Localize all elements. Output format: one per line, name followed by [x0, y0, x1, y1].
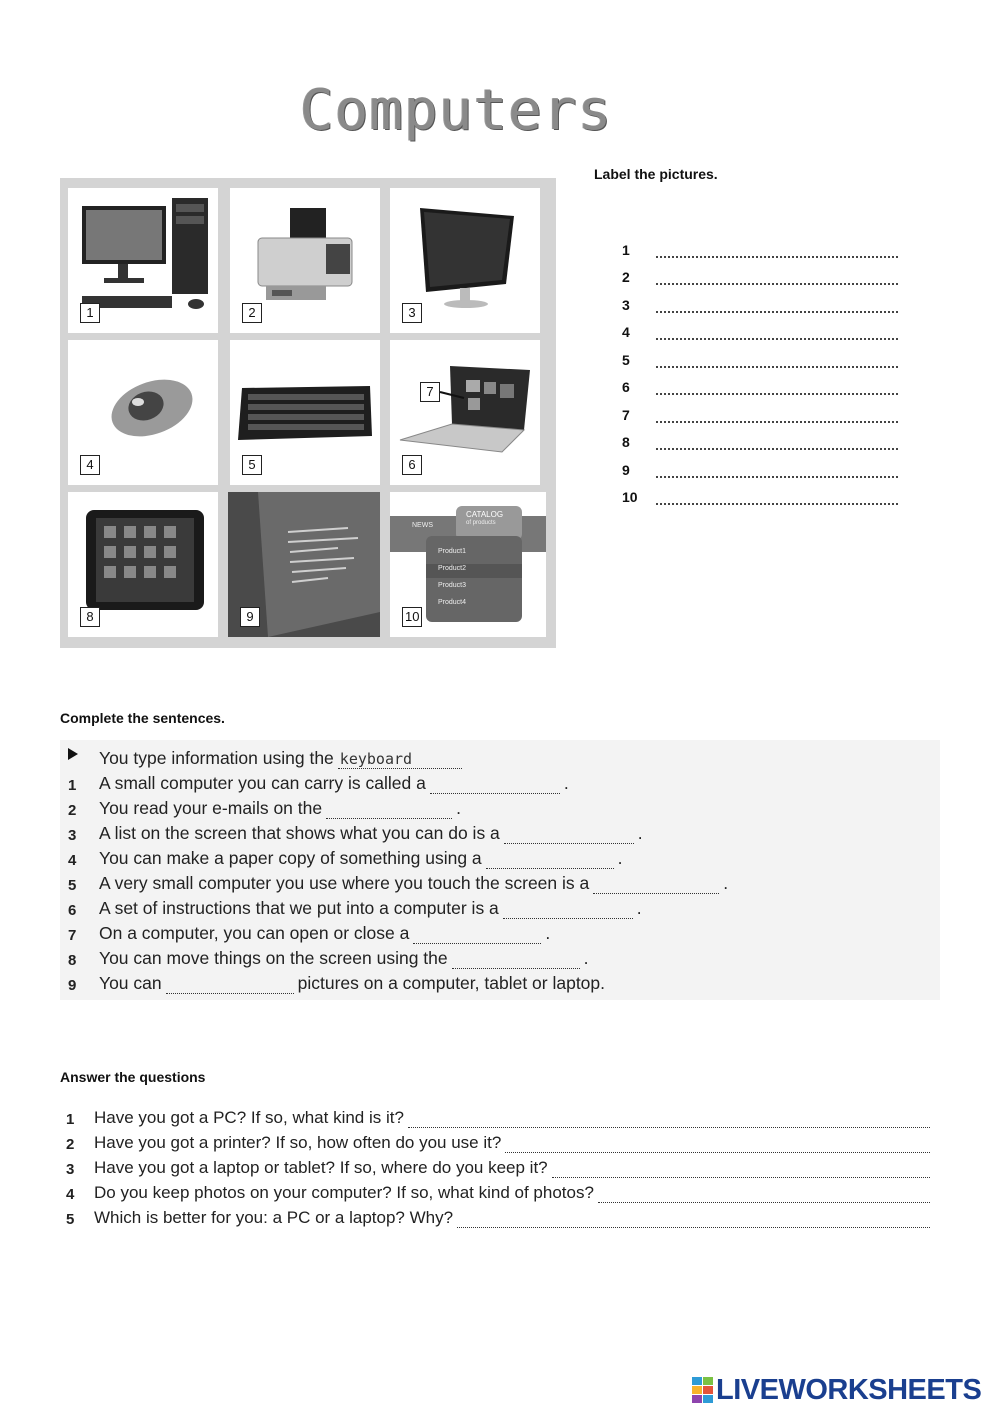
sentence-blank[interactable]: [504, 827, 634, 844]
question-text: Have you got a laptop or tablet? If so, where do you keep it?: [94, 1158, 548, 1177]
label-answer-row: [622, 423, 902, 451]
sentence-end: .: [563, 773, 569, 793]
sentence-number: 9: [68, 977, 77, 994]
picture-printer: [230, 188, 380, 333]
sentence-text-after: pictures on a computer, tablet or laptop.: [297, 973, 606, 993]
label-answer-row: [622, 340, 902, 368]
sentence-row: [68, 819, 643, 844]
sentence-number: 4: [68, 852, 77, 869]
picture-tablet: [68, 492, 218, 637]
menu-item: Product3: [438, 582, 467, 589]
sentence-number: 1: [68, 777, 77, 794]
page-title: Computers: [300, 78, 613, 143]
sentence-row: [68, 919, 550, 944]
label-answer-field[interactable]: [656, 324, 898, 340]
sentence-row: [68, 969, 605, 994]
label-answer-row: [622, 368, 902, 396]
label-number: 5: [622, 351, 630, 368]
label-number: 7: [622, 406, 630, 423]
picture-keyboard: [230, 340, 380, 485]
sentences-heading: Complete the sentences.: [60, 710, 225, 726]
sentence-blank[interactable]: [326, 802, 452, 819]
sentence-blank[interactable]: [430, 777, 560, 794]
question-answer-field[interactable]: [552, 1161, 930, 1178]
question-text: Do you keep photos on your computer? If so, what kind of photos?: [94, 1183, 594, 1202]
picture-monitor: [390, 188, 540, 333]
label-answer-row: [622, 285, 902, 313]
picture-grid: [60, 178, 556, 648]
sentence-row: [68, 844, 623, 869]
label-number: 9: [622, 461, 630, 478]
sentence-text: You read your e-mails on the: [99, 798, 323, 818]
sentence-blank[interactable]: [503, 902, 633, 919]
label-answer-list: [622, 230, 902, 505]
logo-text: LIVEWORKSHEETS: [716, 1373, 982, 1406]
label-answer-field[interactable]: [656, 407, 898, 423]
question-answer-field[interactable]: [505, 1136, 930, 1153]
sentence-blank[interactable]: [166, 977, 294, 994]
question-row: [66, 1129, 930, 1153]
label-number: 8: [622, 434, 630, 450]
picture-number: 8: [80, 607, 100, 627]
menu-catalog-label: CATALOG: [466, 510, 504, 519]
sentence-text: A small computer you can carry is called a: [99, 773, 426, 793]
sentence-number: 8: [68, 952, 77, 969]
picture-menu: [390, 492, 546, 637]
sentence-text: A very small computer you use where you touch the screen is a: [99, 873, 590, 893]
picture-number: 10: [402, 607, 422, 627]
sentence-blank[interactable]: [593, 877, 719, 894]
sentence-text: A list on the screen that shows what you can do is a: [99, 823, 500, 843]
sentence-row: [68, 794, 461, 819]
menu-news-label: NEWS: [412, 522, 433, 529]
label-answer-field[interactable]: [656, 434, 898, 450]
sentence-end: .: [456, 798, 461, 818]
label-answer-field[interactable]: [656, 269, 898, 285]
label-answer-field[interactable]: [656, 297, 898, 313]
picture-program: [228, 492, 380, 637]
question-row: [66, 1204, 930, 1228]
menu-item: Product1: [438, 548, 467, 555]
sentence-text: You type information using the: [99, 748, 334, 768]
label-number: 2: [622, 269, 630, 285]
play-arrow-icon: [68, 748, 78, 760]
picture-desktop-pc: [68, 188, 218, 333]
picture-number: 2: [242, 303, 262, 323]
question-row: [66, 1154, 930, 1178]
picture-callout-number: 7: [420, 382, 440, 402]
menu-item: Product4: [438, 599, 467, 606]
question-number: 2: [66, 1136, 75, 1153]
sentence-row: [68, 869, 728, 894]
sentence-blank[interactable]: [486, 852, 614, 869]
label-answer-field[interactable]: [656, 242, 898, 258]
label-answer-row: [622, 478, 902, 506]
sentence-number: 6: [68, 902, 77, 919]
label-answer-row: [622, 313, 902, 341]
sentence-number: 2: [68, 802, 77, 819]
sentence-blank[interactable]: [452, 952, 580, 969]
liveworksheets-logo: [692, 1374, 981, 1406]
label-number: 6: [622, 379, 630, 395]
example-answer: keyboard: [338, 750, 462, 769]
menu-catalog-sub: of products: [466, 520, 496, 526]
question-text: Have you got a PC? If so, what kind is it?: [94, 1108, 404, 1127]
picture-number: 6: [402, 455, 422, 475]
label-answer-row: [622, 395, 902, 423]
picture-number: 1: [80, 303, 100, 323]
sentence-row: [68, 894, 642, 919]
sentence-end: .: [636, 898, 642, 918]
label-answer-row: [622, 450, 902, 478]
sentence-end: .: [583, 948, 589, 968]
label-answer-row: [622, 230, 902, 258]
picture-number: 9: [240, 607, 260, 627]
label-number: 4: [622, 324, 630, 340]
label-number: 1: [622, 241, 630, 258]
label-answer-field[interactable]: [656, 489, 898, 505]
question-number: 3: [66, 1161, 75, 1178]
picture-laptop: [390, 340, 540, 485]
sentence-text: You can make a paper copy of something using a: [99, 848, 482, 868]
question-number: 1: [66, 1111, 75, 1128]
label-answer-field[interactable]: [656, 352, 898, 368]
question-number: 5: [66, 1211, 75, 1228]
question-answer-field[interactable]: [408, 1111, 930, 1128]
picture-number: 5: [242, 455, 262, 475]
sentence-end: .: [545, 923, 551, 943]
menu-item: Product2: [438, 565, 467, 572]
questions-heading: Answer the questions: [60, 1069, 206, 1085]
label-answer-field[interactable]: [656, 462, 898, 478]
sentence-row: [68, 944, 589, 969]
picture-number: 3: [402, 303, 422, 323]
picture-mouse: [68, 340, 218, 485]
question-text: Which is better for you: a PC or a laptop? Why?: [94, 1208, 454, 1227]
sentence-end: .: [617, 848, 623, 868]
sentence-row: [68, 769, 569, 794]
picture-number: 4: [80, 455, 100, 475]
sentence-end: .: [723, 873, 729, 893]
sentence-example: [68, 744, 466, 769]
label-number: 3: [622, 296, 630, 313]
sentence-text: On a computer, you can open or close a: [99, 923, 410, 943]
sentence-text: A set of instructions that we put into a computer is a: [99, 898, 499, 918]
sentence-number: 3: [68, 827, 77, 844]
label-heading: Label the pictures.: [594, 166, 718, 182]
sentence-blank[interactable]: [413, 927, 541, 944]
label-answer-row: [622, 258, 902, 286]
question-text: Have you got a printer? If so, how often do you use it?: [94, 1133, 502, 1152]
logo-blocks-icon: [692, 1377, 714, 1403]
sentence-text: You can move things on the screen using the: [99, 948, 448, 968]
sentence-text: You can: [99, 973, 162, 993]
label-answer-field[interactable]: [656, 379, 898, 395]
question-answer-field[interactable]: [457, 1211, 930, 1228]
sentence-number: 5: [68, 877, 77, 894]
question-answer-field[interactable]: [598, 1186, 930, 1203]
sentence-end: .: [637, 823, 643, 843]
question-row: [66, 1179, 930, 1203]
question-row: [66, 1104, 930, 1128]
example-marker: [68, 748, 99, 769]
label-number: 10: [622, 489, 638, 505]
sentence-number: 7: [68, 927, 77, 944]
question-number: 4: [66, 1186, 75, 1203]
